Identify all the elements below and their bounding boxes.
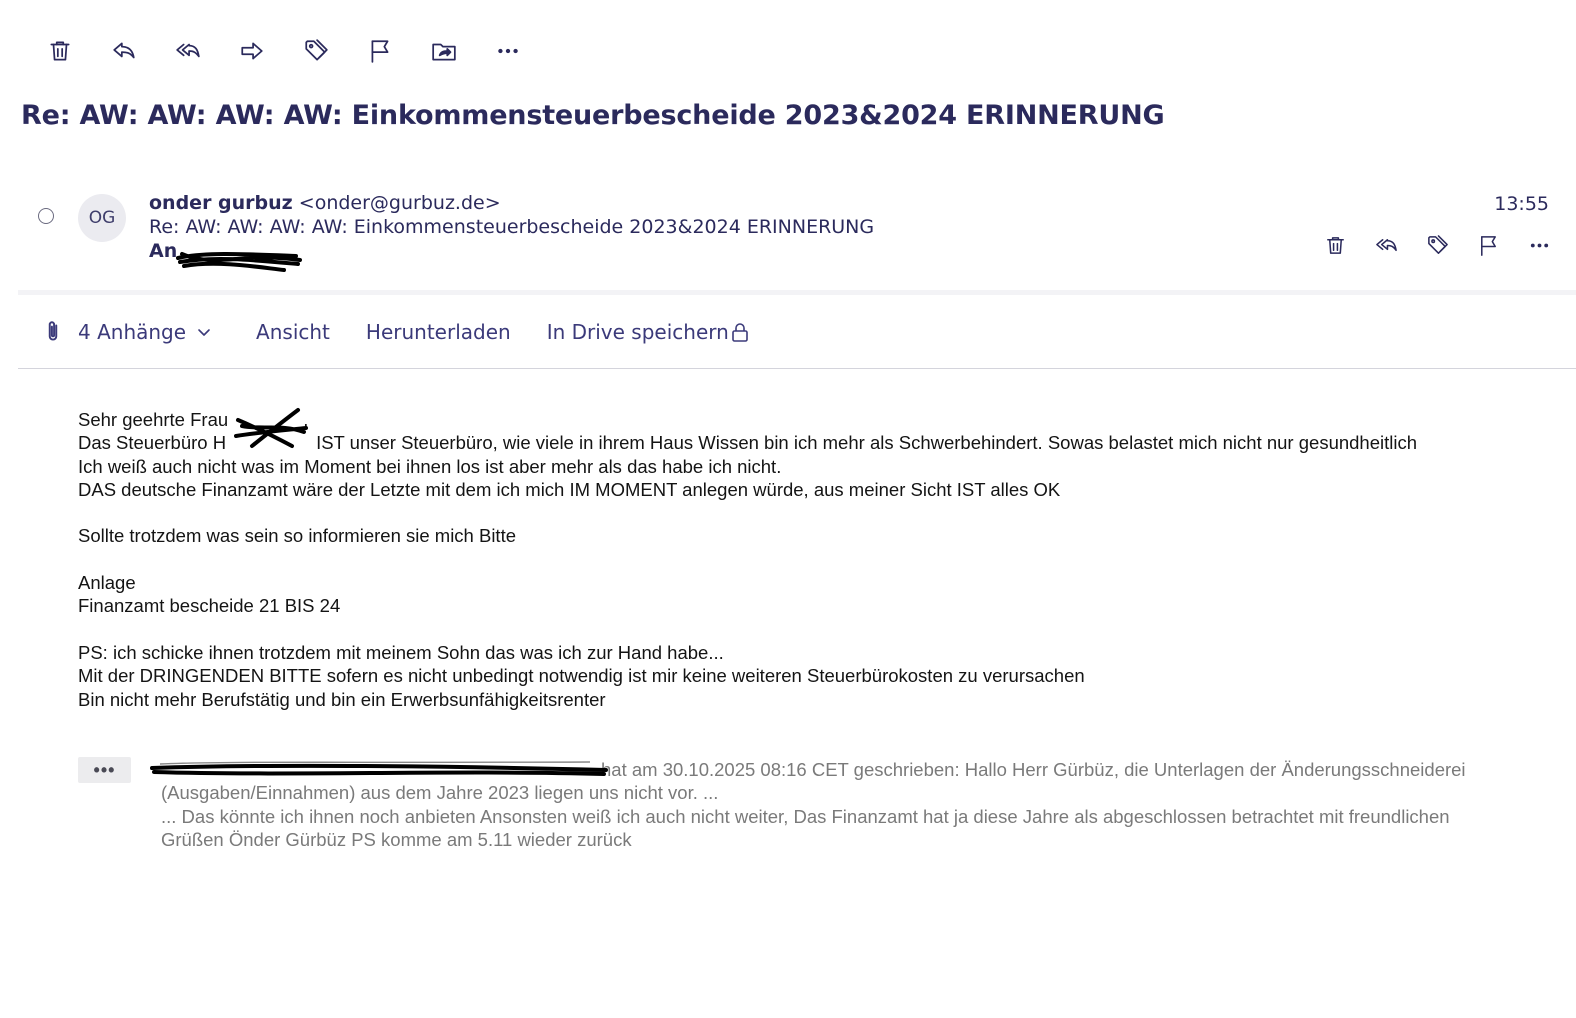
message-actions <box>1310 226 1565 264</box>
tag-button[interactable] <box>284 30 348 72</box>
trash-icon <box>1324 234 1347 257</box>
show-quoted-button[interactable]: ••• <box>78 757 131 783</box>
flag-icon <box>1477 234 1500 257</box>
more-icon <box>495 38 521 64</box>
attachments-divider <box>18 368 1576 369</box>
body-line: Anlage <box>78 572 136 594</box>
body-line: PS: ich schicke ihnen trotzdem mit meinem Sohn das was ich zur Hand habe... <box>78 641 724 663</box>
body-line: Sehr geehrte Frau , <box>78 409 309 430</box>
delete-button[interactable] <box>28 30 92 72</box>
save-to-drive-link[interactable] <box>547 320 749 344</box>
body-line: Ich weiß auch nicht was im Moment bei ihnen los ist aber mehr als das habe ich nicht. <box>78 455 782 477</box>
body-line: Bin nicht mehr Berufstätig und bin ein Erwerbsunfähigkeitsrenter <box>78 688 606 710</box>
sender-name[interactable]: onder gurbuz <box>149 192 293 214</box>
more-actions-button[interactable] <box>476 30 540 72</box>
body-line: Sollte trotzdem was sein so informieren sie mich Bitte <box>78 525 517 547</box>
flag-button[interactable] <box>348 30 412 72</box>
reply-all-icon <box>1375 234 1398 257</box>
body-line: DAS deutsche Finanzamt wäre der Letzte mit dem ich mich IM MOMENT anlegen würde, aus meiner Sicht IST alles OK <box>78 478 1061 500</box>
message-tag-button[interactable] <box>1412 226 1463 264</box>
download-attachments-link[interactable]: Herunterladen <box>365 320 511 344</box>
attachments-bar <box>40 312 749 352</box>
paperclip-icon <box>40 319 66 345</box>
tag-icon <box>1426 234 1449 257</box>
attachments-toggle[interactable] <box>40 319 212 345</box>
message-reply-all-button[interactable] <box>1361 226 1412 264</box>
more-icon <box>1528 234 1551 257</box>
move-to-folder-icon <box>431 38 457 64</box>
email-subject-heading: Re: AW: AW: AW: AW: Einkommensteuerbescheide 2023&2024 ERINNERUNG <box>21 100 1165 131</box>
message-more-button[interactable] <box>1514 226 1565 264</box>
save-to-drive-label: In Drive speichern <box>546 320 729 344</box>
reply-icon <box>111 38 137 64</box>
recipient-line[interactable] <box>149 240 177 262</box>
quoted-line: (Ausgaben/Einnahmen) aus dem Jahre 2023 liegen uns nicht vor. ... <box>161 782 719 804</box>
attachments-count: 4 Anhänge <box>78 320 187 344</box>
quoted-line: Grüßen Önder Gürbüz PS komme am 5.11 wieder zurück <box>161 828 632 850</box>
quoted-text <box>161 758 1511 851</box>
sender-email[interactable]: <onder@gurbuz.de> <box>298 192 501 214</box>
reply-all-icon <box>175 38 201 64</box>
tag-icon <box>303 38 329 64</box>
message-body <box>78 408 1417 711</box>
sender-line[interactable] <box>149 192 501 214</box>
quoted-line: ... Das könnte ich ihnen noch anbieten Ansonsten weiß ich auch nicht weiter, Das Finanzamt hat ja diese Jahre als abgeschlossen betrachtet mit freundlichen <box>161 805 1450 827</box>
chevron-down-icon <box>196 324 212 340</box>
message-subject: Re: AW: AW: AW: AW: Einkommensteuerbescheide 2023&2024 ERINNERUNG <box>149 216 875 238</box>
message-delete-button[interactable] <box>1310 226 1361 264</box>
forward-button[interactable] <box>220 30 284 72</box>
move-button[interactable] <box>412 30 476 72</box>
view-attachments-link[interactable]: Ansicht <box>256 320 330 344</box>
body-line: Finanzamt bescheide 21 BIS 24 <box>78 595 341 617</box>
message-time: 13:55 <box>1494 193 1549 215</box>
flag-icon <box>367 38 393 64</box>
redaction-scribble <box>174 246 304 272</box>
reply-all-button[interactable] <box>156 30 220 72</box>
avatar: OG <box>78 194 126 242</box>
header-divider <box>18 290 1576 295</box>
body-line: Mit der DRINGENDEN BITTE sofern es nicht unbedingt notwendig ist mir keine weiteren Steuerbürokosten zu verursachen <box>78 665 1085 687</box>
trash-icon <box>47 38 73 64</box>
reply-button[interactable] <box>92 30 156 72</box>
to-label: An <box>149 240 178 262</box>
message-flag-button[interactable] <box>1463 226 1514 264</box>
message-toolbar <box>28 30 540 72</box>
forward-icon <box>239 38 265 64</box>
quoted-line: hat am 30.10.2025 08:16 CET geschrieben: Hallo Herr Gürbüz, die Unterlagen der Änderungsschneiderei <box>601 759 1466 780</box>
body-line: Das Steuerbüro H IST unser Steuerbüro, wie viele in ihrem Haus Wissen bin ich mehr als Schwerbehindert. Sowas belastet mich nicht nur gesundheitlich <box>78 432 1418 454</box>
select-message-radio[interactable] <box>38 208 54 224</box>
lock-icon <box>731 321 749 343</box>
